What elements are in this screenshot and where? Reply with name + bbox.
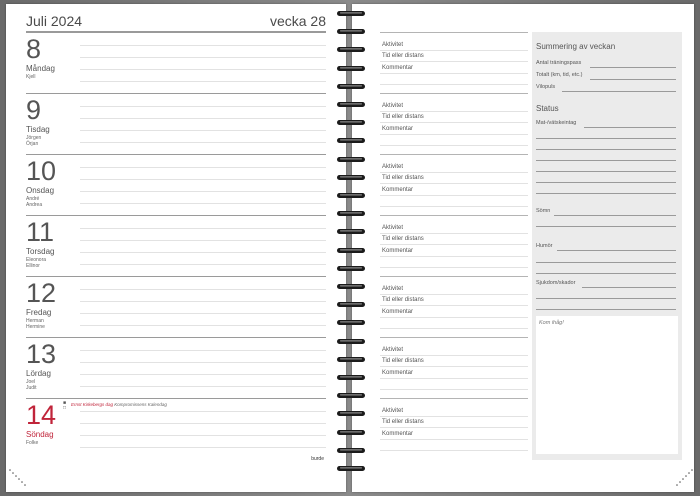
workout-line[interactable] bbox=[380, 378, 528, 379]
workout-line[interactable] bbox=[380, 84, 528, 85]
status-line[interactable] bbox=[536, 262, 676, 263]
spiral-coil-icon bbox=[336, 119, 366, 126]
workout-activity-label: Aktivitet bbox=[382, 286, 404, 292]
resting-pulse-line[interactable] bbox=[562, 91, 676, 92]
day-name: Söndag bbox=[26, 430, 54, 439]
workout-line[interactable] bbox=[380, 206, 528, 207]
summary-title: Summering av veckan bbox=[536, 42, 616, 51]
sleep-label: Sömn bbox=[536, 208, 551, 214]
workout-comment-label: Kommentar bbox=[382, 431, 414, 437]
namedays bbox=[26, 318, 45, 330]
status-line[interactable] bbox=[536, 193, 676, 194]
writing-line bbox=[80, 130, 326, 131]
spiral-coil-icon bbox=[336, 10, 366, 17]
status-line[interactable] bbox=[536, 226, 676, 227]
spiral-coil-icon bbox=[336, 247, 366, 254]
day-name: Måndag bbox=[26, 64, 55, 73]
workout-activity-label: Aktivitet bbox=[382, 225, 404, 231]
day-name: Torsdag bbox=[26, 247, 55, 256]
workout-line[interactable] bbox=[380, 317, 528, 318]
day-number: 8 bbox=[26, 34, 42, 64]
workout-line[interactable] bbox=[380, 439, 528, 440]
spiral-coil-icon bbox=[336, 46, 366, 53]
workout-line[interactable] bbox=[380, 195, 528, 196]
writing-line bbox=[80, 81, 326, 82]
spiral-coil-icon bbox=[336, 192, 366, 199]
nameday: Ellinor bbox=[26, 263, 40, 269]
sessions-label: Antal träningspass bbox=[536, 60, 582, 66]
writing-line bbox=[80, 411, 326, 412]
workout-comment-label: Kommentar bbox=[382, 187, 414, 193]
status-line[interactable] bbox=[536, 298, 676, 299]
left-page bbox=[6, 4, 346, 492]
nameday: Örjan bbox=[26, 141, 39, 147]
mood-label: Humör bbox=[536, 243, 553, 249]
corner-perforation-left-icon bbox=[8, 466, 28, 486]
note-label: Kom ihåg! bbox=[539, 320, 564, 326]
brand-label: burde bbox=[311, 456, 324, 462]
workout-divider bbox=[380, 154, 528, 155]
writing-line bbox=[80, 362, 326, 363]
nameday: Hermine bbox=[26, 324, 45, 330]
right-page bbox=[352, 4, 694, 492]
spiral-coil-icon bbox=[336, 319, 366, 326]
writing-line bbox=[80, 435, 326, 436]
status-line[interactable] bbox=[536, 273, 676, 274]
day-block[interactable] bbox=[26, 32, 326, 94]
spiral-coil-icon bbox=[336, 301, 366, 308]
status-line[interactable] bbox=[536, 182, 676, 183]
workout-line[interactable] bbox=[380, 134, 528, 135]
flag-icon: ■ □ bbox=[63, 400, 67, 411]
writing-line bbox=[80, 118, 326, 119]
note-box[interactable] bbox=[536, 316, 678, 454]
workout-line[interactable] bbox=[380, 183, 528, 184]
writing-line bbox=[80, 240, 326, 241]
writing-line bbox=[80, 203, 326, 204]
writing-line bbox=[80, 350, 326, 351]
spiral-coil-icon bbox=[336, 283, 366, 290]
workout-block[interactable] bbox=[380, 398, 528, 459]
writing-line bbox=[80, 447, 326, 448]
workout-line[interactable] bbox=[380, 450, 528, 451]
workout-line[interactable] bbox=[380, 328, 528, 329]
spiral-coil-icon bbox=[336, 101, 366, 108]
status-title: Status bbox=[536, 104, 559, 113]
total-line[interactable] bbox=[590, 79, 676, 80]
spiral-coil-icon bbox=[336, 356, 366, 363]
spiral-coil-icon bbox=[336, 465, 366, 472]
workout-line[interactable] bbox=[380, 145, 528, 146]
namedays bbox=[26, 440, 38, 446]
workout-line[interactable] bbox=[380, 111, 528, 112]
food-label: Mat-/vätskeintag bbox=[536, 120, 577, 126]
day-number: 10 bbox=[26, 156, 57, 186]
writing-line bbox=[80, 313, 326, 314]
spiral-binding bbox=[336, 0, 366, 496]
workout-activity-label: Aktivitet bbox=[382, 408, 404, 414]
workout-line[interactable] bbox=[380, 267, 528, 268]
day-name: Fredag bbox=[26, 308, 52, 317]
workout-line[interactable] bbox=[380, 73, 528, 74]
workout-line[interactable] bbox=[380, 122, 528, 123]
nameday: André bbox=[26, 196, 40, 202]
writing-line bbox=[80, 191, 326, 192]
spiral-coil-icon bbox=[336, 83, 366, 90]
workout-time-label: Tid eller distans bbox=[382, 358, 424, 364]
writing-line bbox=[80, 106, 326, 107]
writing-line bbox=[80, 325, 326, 326]
nameday: Judit bbox=[26, 385, 37, 391]
writing-line bbox=[80, 228, 326, 229]
workout-line[interactable] bbox=[380, 233, 528, 234]
spiral-coil-icon bbox=[336, 429, 366, 436]
day-block[interactable] bbox=[26, 154, 326, 216]
nameday: Herman bbox=[26, 318, 44, 324]
workout-line[interactable] bbox=[380, 50, 528, 51]
status-line[interactable] bbox=[536, 138, 676, 139]
day-block[interactable] bbox=[26, 337, 326, 399]
workout-block[interactable] bbox=[380, 93, 528, 154]
workout-time-label: Tid eller distans bbox=[382, 175, 424, 181]
spiral-coil-icon bbox=[336, 447, 366, 454]
workout-divider bbox=[380, 398, 528, 399]
writing-line bbox=[80, 57, 326, 58]
writing-line bbox=[80, 301, 326, 302]
writing-line bbox=[80, 423, 326, 424]
day-number: 14 bbox=[26, 400, 57, 430]
month-title: Juli 2024 bbox=[26, 13, 83, 29]
illness-label: Sjukdom/skador bbox=[536, 280, 576, 286]
workout-line[interactable] bbox=[380, 389, 528, 390]
day-block[interactable] bbox=[26, 93, 326, 155]
day-name: Onsdag bbox=[26, 186, 55, 195]
workout-time-label: Tid eller distans bbox=[382, 419, 424, 425]
workout-comment-label: Kommentar bbox=[382, 126, 414, 132]
spiral-coil-icon bbox=[336, 228, 366, 235]
writing-line bbox=[80, 69, 326, 70]
status-line[interactable] bbox=[536, 171, 676, 172]
workout-time-label: Tid eller distans bbox=[382, 236, 424, 242]
writing-line bbox=[80, 45, 326, 46]
workout-divider bbox=[380, 276, 528, 277]
day-block[interactable] bbox=[26, 215, 326, 277]
spiral-coil-icon bbox=[336, 174, 366, 181]
workout-divider bbox=[380, 337, 528, 338]
namedays bbox=[26, 74, 35, 80]
spiral-coil-icon bbox=[336, 137, 366, 144]
illness-line[interactable] bbox=[582, 287, 676, 288]
writing-line bbox=[80, 179, 326, 180]
workout-block[interactable] bbox=[380, 32, 528, 93]
workout-activity-label: Aktivitet bbox=[382, 103, 404, 109]
workout-line[interactable] bbox=[380, 61, 528, 62]
workout-line[interactable] bbox=[380, 427, 528, 428]
nameday: Joel bbox=[26, 379, 36, 385]
holiday-note: Kompromissens Kalendag bbox=[114, 402, 167, 407]
spiral-coil-icon bbox=[336, 265, 366, 272]
workout-block[interactable] bbox=[380, 154, 528, 215]
status-line[interactable] bbox=[536, 149, 676, 150]
writing-line bbox=[80, 264, 326, 265]
writing-line bbox=[80, 167, 326, 168]
workout-block[interactable] bbox=[380, 215, 528, 276]
day-name: Tisdag bbox=[26, 125, 50, 134]
writing-line bbox=[80, 386, 326, 387]
workout-time-label: Tid eller distans bbox=[382, 297, 424, 303]
workout-divider bbox=[380, 93, 528, 94]
food-line[interactable] bbox=[584, 127, 676, 128]
workout-comment-label: Kommentar bbox=[382, 65, 414, 71]
spiral-coil-icon bbox=[336, 65, 366, 72]
day-number: 13 bbox=[26, 339, 57, 369]
spiral-coil-icon bbox=[336, 410, 366, 417]
week-title: vecka 28 bbox=[269, 13, 326, 29]
day-number: 11 bbox=[26, 217, 55, 247]
workout-activity-label: Aktivitet bbox=[382, 164, 404, 170]
status-line[interactable] bbox=[536, 309, 676, 310]
workout-comment-label: Kommentar bbox=[382, 370, 414, 376]
spiral-coil-icon bbox=[336, 392, 366, 399]
day-block[interactable] bbox=[26, 398, 326, 460]
sessions-line[interactable] bbox=[590, 67, 676, 68]
workout-activity-label: Aktivitet bbox=[382, 42, 404, 48]
workout-line[interactable] bbox=[380, 294, 528, 295]
day-number: 12 bbox=[26, 278, 57, 308]
resting-pulse-label: Vilopuls bbox=[536, 84, 556, 90]
namedays bbox=[26, 196, 42, 208]
workout-block[interactable] bbox=[380, 337, 528, 398]
total-label: Totalt (km, tid, etc.) bbox=[536, 72, 583, 78]
writing-line bbox=[80, 142, 326, 143]
nameday: Folke bbox=[26, 440, 39, 446]
spiral-coil-icon bbox=[336, 338, 366, 345]
spiral-coil-icon bbox=[336, 28, 366, 35]
day-number: 9 bbox=[26, 95, 42, 125]
workout-block[interactable] bbox=[380, 276, 528, 337]
workout-divider bbox=[380, 215, 528, 216]
spiral-coil-icon bbox=[336, 210, 366, 217]
workout-line[interactable] bbox=[380, 416, 528, 417]
summary-panel bbox=[532, 32, 682, 460]
namedays bbox=[26, 379, 37, 391]
holiday-name: Ernst Kirkebergs dag bbox=[71, 402, 114, 407]
spiral-coil-icon bbox=[336, 374, 366, 381]
workout-time-label: Tid eller distans bbox=[382, 114, 424, 120]
day-name: Lördag bbox=[26, 369, 51, 378]
workout-activity-label: Aktivitet bbox=[382, 347, 404, 353]
spiral-coil-icon bbox=[336, 156, 366, 163]
workout-line[interactable] bbox=[380, 355, 528, 356]
workout-divider bbox=[380, 32, 528, 33]
workout-time-label: Tid eller distans bbox=[382, 53, 424, 59]
mood-line[interactable] bbox=[557, 250, 676, 251]
sleep-line[interactable] bbox=[554, 215, 676, 216]
workout-line[interactable] bbox=[380, 366, 528, 367]
workout-comment-label: Kommentar bbox=[382, 248, 414, 254]
workout-line[interactable] bbox=[380, 256, 528, 257]
day-block[interactable] bbox=[26, 276, 326, 338]
namedays bbox=[26, 135, 41, 147]
workout-line[interactable] bbox=[380, 172, 528, 173]
nameday: Jörgen bbox=[26, 135, 42, 141]
nameday: Kjell bbox=[26, 74, 36, 80]
status-line[interactable] bbox=[536, 160, 676, 161]
writing-line bbox=[80, 252, 326, 253]
nameday: Andrea bbox=[26, 202, 43, 208]
corner-perforation-right-icon bbox=[674, 466, 694, 486]
namedays bbox=[26, 257, 46, 269]
writing-line bbox=[80, 374, 326, 375]
writing-line bbox=[80, 289, 326, 290]
workout-comment-label: Kommentar bbox=[382, 309, 414, 315]
workout-line[interactable] bbox=[380, 244, 528, 245]
workout-line[interactable] bbox=[380, 305, 528, 306]
nameday: Eleonora bbox=[26, 257, 47, 263]
sunday-event bbox=[71, 402, 167, 407]
